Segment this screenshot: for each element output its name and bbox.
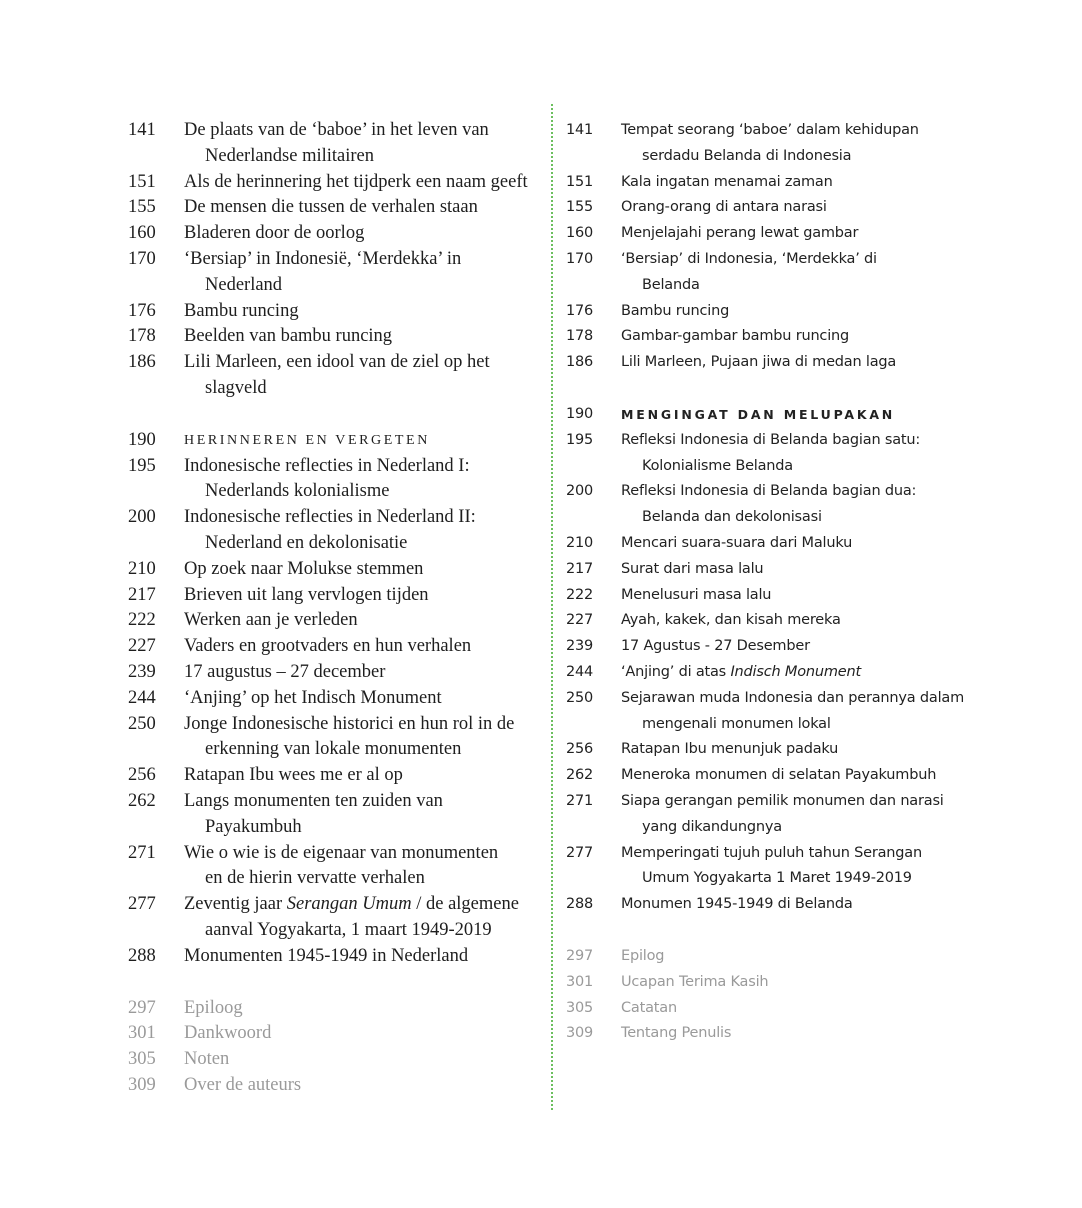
page-number: 186 bbox=[128, 352, 156, 373]
entry-title-line-1: Langs monumenten ten zuiden van bbox=[184, 790, 443, 811]
toc-entry[interactable] bbox=[128, 557, 540, 583]
entry-title bbox=[184, 789, 540, 841]
entry-title bbox=[184, 1047, 540, 1073]
entry-title-line-1: Bambu runcing bbox=[184, 300, 299, 321]
page-number: 271 bbox=[128, 842, 156, 863]
entry-title bbox=[184, 221, 540, 247]
toc-entry[interactable] bbox=[566, 789, 986, 841]
entry-title-line-1: Wie o wie is de eigenaar van monumenten bbox=[184, 842, 499, 863]
entry-title bbox=[184, 505, 540, 557]
toc-entry[interactable] bbox=[128, 195, 540, 221]
entry-title-line-1: Sejarawan muda Indonesia dan perannya dalam bbox=[621, 689, 965, 706]
entry-title-line-1: Refleksi Indonesia di Belanda bagian satu: bbox=[621, 431, 921, 448]
entry-title bbox=[184, 634, 540, 660]
page-number: 250 bbox=[128, 713, 156, 734]
page-number: 151 bbox=[566, 173, 594, 190]
entry-title bbox=[621, 970, 986, 996]
toc-entry[interactable] bbox=[128, 996, 540, 1022]
toc-entry[interactable] bbox=[128, 686, 540, 712]
toc-entry[interactable] bbox=[128, 712, 540, 764]
entry-title-line-2: erkenning van lokale monumenten bbox=[205, 739, 462, 760]
toc-entry[interactable] bbox=[128, 789, 540, 841]
page-number: 160 bbox=[128, 223, 156, 244]
page-number: 190 bbox=[128, 429, 156, 450]
entry-title bbox=[184, 1021, 540, 1047]
entry-title bbox=[621, 247, 986, 299]
entry-title bbox=[184, 454, 540, 506]
page-number: 190 bbox=[566, 405, 594, 422]
entry-title-line-1: Gambar-gambar bambu runcing bbox=[621, 328, 850, 345]
entry-title bbox=[621, 892, 986, 918]
toc-entry[interactable] bbox=[566, 944, 986, 970]
entry-title-line-2: en de hierin vervatte verhalen bbox=[205, 868, 425, 889]
page-number: 176 bbox=[566, 302, 594, 319]
toc-entry[interactable] bbox=[566, 660, 986, 686]
toc-entry[interactable] bbox=[566, 324, 986, 350]
toc-entry[interactable] bbox=[566, 428, 986, 480]
title-text: ‘Anjing’ di atas bbox=[621, 663, 731, 680]
toc-dutch-column bbox=[128, 118, 540, 1099]
toc-indonesian-column bbox=[566, 118, 986, 1047]
toc-entry[interactable] bbox=[566, 763, 986, 789]
entry-title-line-1: Meneroka monumen di selatan Payakumbuh bbox=[621, 767, 937, 784]
entry-title-line-2: Umum Yogyakarta 1 Maret 1949-2019 bbox=[642, 870, 912, 887]
page-number: 155 bbox=[128, 197, 156, 218]
page-number: 227 bbox=[128, 636, 156, 657]
page-number: 262 bbox=[566, 767, 594, 784]
entry-title bbox=[184, 712, 540, 764]
entry-title-line-1: Tentang Penulis bbox=[621, 1025, 732, 1042]
toc-entry[interactable] bbox=[566, 170, 986, 196]
toc-entry[interactable] bbox=[128, 324, 540, 350]
page-number: 178 bbox=[128, 326, 156, 347]
entry-title bbox=[184, 686, 540, 712]
entry-title-line-1: 17 augustus – 27 december bbox=[184, 661, 386, 682]
toc-entry[interactable] bbox=[128, 170, 540, 196]
entry-title-line-1: De plaats van de ‘baboe’ in het leven van bbox=[184, 120, 489, 140]
entry-title bbox=[621, 299, 986, 325]
entry-title-line-1: ‘Anjing’ op het Indisch Monument bbox=[184, 687, 442, 708]
toc-entry[interactable] bbox=[566, 841, 986, 893]
toc-entry[interactable] bbox=[128, 299, 540, 325]
toc-entry[interactable] bbox=[128, 247, 540, 299]
toc-entry[interactable] bbox=[128, 1073, 540, 1099]
toc-entry[interactable] bbox=[566, 737, 986, 763]
entry-title bbox=[621, 350, 986, 376]
page-number: 141 bbox=[566, 122, 594, 138]
toc-entry[interactable] bbox=[566, 970, 986, 996]
entry-title bbox=[621, 428, 986, 480]
entry-title-line-1 bbox=[621, 664, 861, 680]
page-number: 170 bbox=[128, 248, 156, 269]
entry-title-line-1: Werken aan je verleden bbox=[184, 610, 358, 631]
entry-title bbox=[621, 479, 986, 531]
section-heading[interactable] bbox=[128, 428, 540, 454]
entry-title-line-2: Belanda bbox=[642, 276, 700, 293]
page-number: 271 bbox=[566, 792, 594, 809]
entry-title bbox=[621, 660, 986, 686]
entry-title bbox=[621, 531, 986, 557]
entry-title bbox=[621, 118, 986, 170]
toc-entry[interactable] bbox=[566, 557, 986, 583]
page-number: 297 bbox=[128, 997, 156, 1018]
toc-entry[interactable] bbox=[128, 118, 540, 170]
entry-title bbox=[621, 1021, 986, 1047]
toc-entry[interactable] bbox=[566, 247, 986, 299]
page-number: 176 bbox=[128, 300, 156, 321]
page-number: 160 bbox=[566, 225, 594, 242]
entry-title-line-1: Kala ingatan menamai zaman bbox=[621, 173, 833, 190]
toc-entry[interactable] bbox=[128, 583, 540, 609]
page-number: 210 bbox=[566, 534, 594, 551]
entry-title-line-2: Kolonialisme Belanda bbox=[642, 457, 793, 474]
page-number: 141 bbox=[128, 120, 156, 140]
page-number: 309 bbox=[566, 1025, 594, 1042]
entry-title-line-1: Memperingati tujuh puluh tahun Serangan bbox=[621, 844, 922, 861]
page-number: 217 bbox=[128, 584, 156, 605]
page-number: 178 bbox=[566, 328, 594, 345]
entry-title-line-1: Bambu runcing bbox=[621, 302, 730, 319]
entry-title-line-1: Menjelajahi perang lewat gambar bbox=[621, 225, 859, 242]
entry-title bbox=[621, 221, 986, 247]
entry-title-line-1: Ratapan Ibu wees me er al op bbox=[184, 765, 403, 786]
toc-entry[interactable] bbox=[566, 686, 986, 738]
page-number: 297 bbox=[566, 947, 594, 964]
page-number: 222 bbox=[566, 586, 594, 603]
entry-title bbox=[184, 195, 540, 221]
page-number: 288 bbox=[128, 945, 156, 966]
toc-entry[interactable] bbox=[566, 583, 986, 609]
page-number: 222 bbox=[128, 610, 156, 631]
entry-title-line-1: Refleksi Indonesia di Belanda bagian dua: bbox=[621, 483, 917, 500]
title-italic: Indisch Monument bbox=[730, 663, 861, 680]
toc-entry[interactable] bbox=[566, 608, 986, 634]
toc-entry[interactable] bbox=[128, 505, 540, 557]
entry-title-line-1: ‘Bersiap’ in Indonesië, ‘Merdekka’ in bbox=[184, 248, 462, 269]
page-number: 256 bbox=[128, 765, 156, 786]
entry-title-line-1: De mensen die tussen de verhalen staan bbox=[184, 197, 478, 218]
entry-title-line-1: Brieven uit lang vervlogen tijden bbox=[184, 584, 429, 605]
entry-title bbox=[184, 660, 540, 686]
toc-entry[interactable] bbox=[128, 454, 540, 506]
entry-title-line-1: Siapa gerangan pemilik monumen dan narasi bbox=[621, 792, 944, 809]
entry-title-line-1: Noten bbox=[184, 1049, 230, 1070]
toc-entry[interactable] bbox=[566, 221, 986, 247]
entry-title bbox=[621, 841, 986, 893]
entry-title-line-2: Belanda dan dekolonisasi bbox=[642, 509, 822, 526]
entry-title bbox=[184, 118, 540, 170]
page-number: 195 bbox=[566, 431, 594, 448]
section-title: HERINNEREN EN VERGETEN bbox=[184, 432, 430, 448]
page-number: 301 bbox=[128, 1023, 156, 1044]
entry-title bbox=[621, 195, 986, 221]
entry-title bbox=[621, 170, 986, 196]
page-number: 195 bbox=[128, 455, 156, 476]
entry-title-line-1: Ayah, kakek, dan kisah mereka bbox=[621, 612, 841, 629]
toc-entry[interactable] bbox=[566, 195, 986, 221]
entry-title bbox=[184, 583, 540, 609]
entry-title bbox=[621, 789, 986, 841]
page-number: 155 bbox=[566, 199, 594, 216]
page-number: 186 bbox=[566, 354, 594, 371]
toc-entry[interactable] bbox=[128, 660, 540, 686]
entry-title-line-1: Catatan bbox=[621, 999, 677, 1016]
toc-entry[interactable] bbox=[128, 350, 540, 402]
toc-entry[interactable] bbox=[128, 841, 540, 893]
entry-title-line-2: Nederland en dekolonisatie bbox=[205, 532, 408, 553]
entry-title bbox=[184, 944, 540, 970]
entry-title bbox=[184, 557, 540, 583]
entry-title-line-1: Indonesische reflecties in Nederland I: bbox=[184, 455, 470, 476]
entry-title bbox=[184, 1073, 540, 1099]
entry-title bbox=[184, 996, 540, 1022]
page-number: 151 bbox=[128, 171, 156, 192]
entry-title-line-1: Tempat seorang ‘baboe’ dalam kehidupan bbox=[621, 122, 919, 138]
toc-entry[interactable] bbox=[566, 350, 986, 376]
toc-entry[interactable] bbox=[566, 299, 986, 325]
entry-title bbox=[184, 170, 540, 196]
page-number: 210 bbox=[128, 558, 156, 579]
entry-title-line-1: Lili Marleen, een idool van de ziel op het bbox=[184, 352, 490, 373]
entry-title bbox=[621, 608, 986, 634]
entry-title-line-2: slagveld bbox=[205, 377, 267, 398]
toc-entry[interactable] bbox=[566, 118, 986, 170]
entry-title-line-1: 17 Agustus - 27 Desember bbox=[621, 638, 810, 655]
entry-title-line-2: Nederlandse militairen bbox=[205, 145, 375, 166]
entry-title-line-1: ‘Bersiap’ di Indonesia, ‘Merdekka’ di bbox=[621, 250, 877, 267]
entry-title bbox=[184, 299, 540, 325]
entry-title-line-1: Menelusuri masa lalu bbox=[621, 586, 772, 603]
entry-title bbox=[184, 763, 540, 789]
entry-title-line-1 bbox=[184, 894, 519, 914]
entry-title-line-1: Dankwoord bbox=[184, 1023, 272, 1044]
page-number: 305 bbox=[566, 999, 594, 1016]
entry-title bbox=[621, 557, 986, 583]
entry-title-line-2: mengenali monumen lokal bbox=[642, 715, 831, 732]
toc-entry[interactable] bbox=[566, 996, 986, 1022]
toc-entry[interactable] bbox=[128, 1047, 540, 1073]
page-number: 239 bbox=[566, 638, 594, 655]
entry-title-line-1: Ratapan Ibu menunjuk padaku bbox=[621, 741, 839, 758]
page-number: 288 bbox=[566, 896, 594, 913]
page-number: 262 bbox=[128, 790, 156, 811]
page-number: 239 bbox=[128, 661, 156, 682]
toc-entry[interactable] bbox=[566, 479, 986, 531]
entry-title-line-1: Surat dari masa lalu bbox=[621, 560, 764, 577]
entry-title bbox=[621, 996, 986, 1022]
section-title: MENGINGAT DAN MELUPAKAN bbox=[621, 406, 896, 422]
toc-entry[interactable] bbox=[566, 892, 986, 918]
entry-title-line-2: Nederland bbox=[205, 274, 283, 295]
toc-entry[interactable] bbox=[128, 892, 540, 944]
entry-title-line-1: Monumenten 1945-1949 in Nederland bbox=[184, 945, 469, 966]
entry-title bbox=[621, 583, 986, 609]
entry-title-line-2: Payakumbuh bbox=[205, 816, 302, 837]
toc-entry[interactable] bbox=[128, 1021, 540, 1047]
entry-title bbox=[621, 324, 986, 350]
entry-title-line-2: serdadu Belanda di Indonesia bbox=[642, 147, 852, 164]
entry-title-line-2: Nederlands kolonialisme bbox=[205, 481, 390, 502]
page-number: 250 bbox=[566, 689, 594, 706]
entry-title bbox=[184, 350, 540, 402]
entry-title-line-1: Ucapan Terima Kasih bbox=[621, 973, 769, 990]
entry-title-line-1: Vaders en grootvaders en hun verhalen bbox=[184, 636, 472, 657]
entry-title-line-1: Over de auteurs bbox=[184, 1074, 302, 1095]
page-number: 244 bbox=[128, 687, 156, 708]
section-heading[interactable] bbox=[566, 402, 986, 428]
entry-title bbox=[621, 737, 986, 763]
entry-title-line-1: Bladeren door de oorlog bbox=[184, 223, 365, 244]
toc-entry[interactable] bbox=[128, 221, 540, 247]
entry-title-line-2: yang dikandungnya bbox=[642, 818, 782, 835]
entry-title bbox=[184, 247, 540, 299]
entry-title-line-1: Epiloog bbox=[184, 997, 243, 1018]
entry-title-line-1: Lili Marleen, Pujaan jiwa di medan laga bbox=[621, 354, 897, 371]
page-number: 244 bbox=[566, 663, 594, 680]
page-number: 305 bbox=[128, 1049, 156, 1070]
entry-title-line-1: Epilog bbox=[621, 947, 665, 964]
entry-title bbox=[184, 841, 540, 893]
entry-title bbox=[621, 634, 986, 660]
page-number: 301 bbox=[566, 973, 594, 990]
entry-title bbox=[621, 686, 986, 738]
page-number: 256 bbox=[566, 741, 594, 758]
toc-entry[interactable] bbox=[128, 608, 540, 634]
page-number: 227 bbox=[566, 612, 594, 629]
entry-title bbox=[184, 892, 540, 944]
entry-title-line-1: Als de herinnering het tijdperk een naam geeft bbox=[184, 171, 528, 192]
title-text: / de algemene bbox=[411, 894, 519, 915]
page-number: 200 bbox=[566, 483, 594, 500]
page-number: 200 bbox=[128, 507, 156, 528]
entry-title bbox=[621, 944, 986, 970]
entry-title-line-1: Monumen 1945-1949 di Belanda bbox=[621, 896, 853, 913]
toc-entry[interactable] bbox=[566, 531, 986, 557]
entry-title-line-1: Op zoek naar Molukse stemmen bbox=[184, 558, 424, 579]
entry-title-line-1: Beelden van bambu runcing bbox=[184, 326, 393, 347]
toc-entry[interactable] bbox=[128, 634, 540, 660]
toc-entry[interactable] bbox=[566, 634, 986, 660]
entry-title bbox=[184, 324, 540, 350]
page-number: 309 bbox=[128, 1074, 156, 1095]
toc-entry[interactable] bbox=[566, 1021, 986, 1047]
column-divider bbox=[551, 104, 553, 1110]
entry-title-line-2: aanval Yogyakarta, 1 maart 1949-2019 bbox=[205, 919, 492, 940]
entry-title-line-1: Indonesische reflecties in Nederland II: bbox=[184, 507, 476, 528]
page-number: 277 bbox=[128, 894, 156, 915]
title-text: Zeventig jaar bbox=[184, 894, 287, 915]
entry-title-line-1: Jonge Indonesische historici en hun rol in de bbox=[184, 713, 515, 734]
toc-entry[interactable] bbox=[128, 944, 540, 970]
entry-title-line-1: Mencari suara-suara dari Maluku bbox=[621, 534, 853, 551]
toc-entry[interactable] bbox=[128, 763, 540, 789]
title-italic: Serangan Umum bbox=[286, 894, 412, 915]
page-number: 217 bbox=[566, 560, 594, 577]
entry-title bbox=[184, 608, 540, 634]
page-number: 277 bbox=[566, 844, 594, 861]
entry-title bbox=[621, 763, 986, 789]
page-number: 170 bbox=[566, 250, 594, 267]
entry-title-line-1: Orang-orang di antara narasi bbox=[621, 199, 827, 216]
